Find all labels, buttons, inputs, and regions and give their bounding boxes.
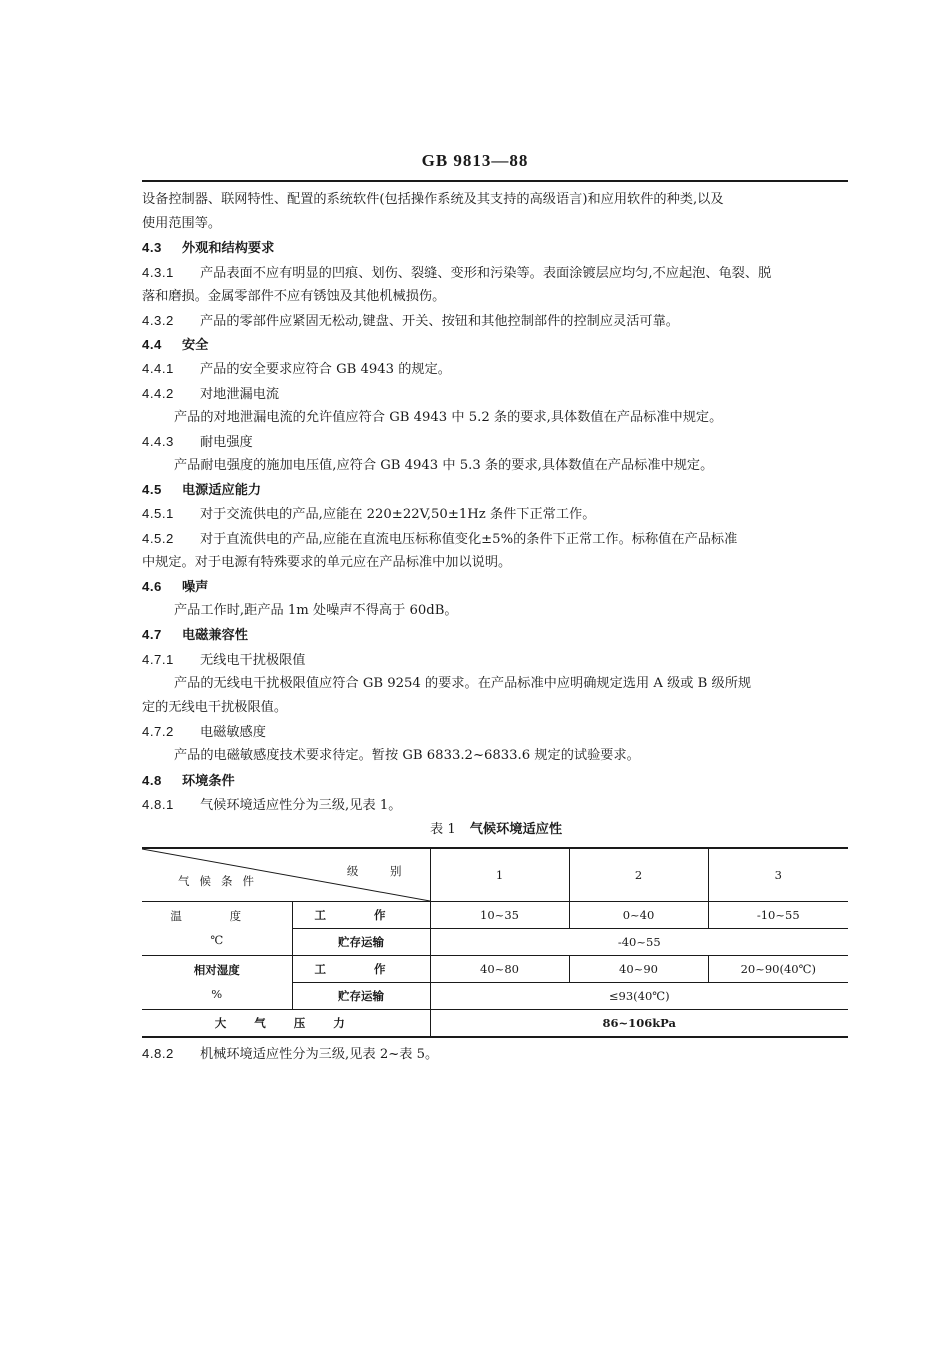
section-number: 4.3 <box>142 240 162 256</box>
climate-adaptability-table <box>142 847 848 1038</box>
table-cell: ≤93(40℃) <box>430 982 848 1009</box>
section-number: 4.8.1 <box>142 796 174 812</box>
table-cell: -10~55 <box>708 901 848 928</box>
table-row-pressure <box>142 1009 848 1037</box>
level-1-header: 1 <box>430 848 569 902</box>
temperature-unit: ℃ <box>210 933 224 948</box>
table-row-temperature-working <box>142 901 848 928</box>
section-title: 噪声 <box>182 580 209 595</box>
standard-code-header: GB 9813—88 <box>421 151 529 170</box>
section-number: 4.5.1 <box>142 506 174 522</box>
section-4-7-2-text: 产品的电磁敏感度技术要求待定。暂按 GB 6833.2~6833.6 规定的试验要求。 <box>174 748 640 764</box>
section-title: 对地泄漏电流 <box>200 386 280 402</box>
working-label: 工 作 <box>292 955 430 982</box>
section-4-6-heading <box>142 575 850 599</box>
paragraph-text: 产品表面不应有明显的凹痕、划伤、裂缝、变形和污染等。表面涂镀层应均匀,不应起泡、龟裂、脱 <box>200 265 772 281</box>
table-cell: 0~40 <box>569 901 708 928</box>
header-rule <box>142 180 848 182</box>
table-caption <box>142 817 850 843</box>
section-title: 无线电干扰极限值 <box>200 652 306 668</box>
section-4-5-heading <box>142 478 850 502</box>
table-number: 表 1 <box>429 821 456 837</box>
intro-line-2: 使用范围等。 <box>142 216 222 232</box>
section-number: 4.8 <box>142 772 162 788</box>
paragraph-text: 气候环境适应性分为三级,见表 1。 <box>200 797 402 813</box>
table-cell: -40~55 <box>430 928 848 955</box>
humidity-unit: % <box>211 987 223 1002</box>
intro-line-1: 设备控制器、联网特性、配置的系统软件(包括操作系统及其支持的高级语言)和应用软件的种类,以及 <box>142 192 724 207</box>
document-body <box>142 188 850 1066</box>
table-row-humidity-working <box>142 955 848 982</box>
section-4-8-heading <box>142 769 850 793</box>
table-cell: 10~35 <box>430 901 569 928</box>
section-number: 4.4.1 <box>142 361 174 377</box>
section-4-3-heading <box>142 236 850 260</box>
section-4-4-3-text: 产品耐电强度的施加电压值,应符合 GB 4943 中 5.3 条的要求,具体数值在产品标准中规定。 <box>174 458 714 474</box>
section-title: 环境条件 <box>182 773 235 789</box>
section-4-6-text: 产品工作时,距产品 1m 处噪声不得高于 60dB。 <box>174 603 458 619</box>
working-label: 工 作 <box>292 901 430 928</box>
section-4-3-1-line-2: 落和磨损。金属零部件不应有锈蚀及其他机械损伤。 <box>142 288 446 304</box>
paragraph-text: 对于交流供电的产品,应能在 220±22V,50±1Hz 条件下正常工作。 <box>200 507 596 523</box>
section-title: 电磁敏感度 <box>200 725 266 741</box>
section-4-5-2-line-2: 中规定。对于电源有特殊要求的单元应在产品标准中加以说明。 <box>142 554 512 570</box>
paragraph-text: 机械环境适应性分为三级,见表 2~表 5。 <box>200 1046 439 1062</box>
section-4-7-heading <box>142 623 850 647</box>
paragraph-text: 产品的零部件应紧固无松动,键盘、开关、按钮和其他控制部件的控制应灵活可靠。 <box>200 313 679 329</box>
table-cell: 40~90 <box>569 955 708 982</box>
section-number: 4.7.2 <box>142 724 174 740</box>
section-number: 4.4 <box>142 337 162 353</box>
section-4-3-1-line-1 <box>142 261 850 285</box>
section-4-8-1 <box>142 793 850 817</box>
humidity-label-cell <box>142 955 292 1009</box>
section-title: 安全 <box>182 338 209 354</box>
storage-label: 贮存运输 <box>292 982 430 1009</box>
section-title: 耐电强度 <box>200 434 253 450</box>
header-condition-label: 气候条件 <box>178 873 264 888</box>
table-cell: 20~90(40℃) <box>708 955 848 982</box>
section-4-7-1-heading <box>142 648 850 672</box>
section-title: 外观和结构要求 <box>182 241 275 257</box>
section-4-4-2-text: 产品的对地泄漏电流的允许值应符合 GB 4943 中 5.2 条的要求,具体数值在产品标准中规定。 <box>174 409 723 425</box>
section-number: 4.4.3 <box>142 433 174 449</box>
header-level-label: 级 别 <box>346 863 402 878</box>
section-4-7-1-line-1: 产品的无线电干扰极限值应符合 GB 9254 的要求。在产品标准中应明确规定选用 A 级或 B 级所规 <box>174 675 752 691</box>
temperature-label-cell <box>142 901 292 955</box>
section-number: 4.7.1 <box>142 651 174 667</box>
paragraph-text: 产品的安全要求应符合 GB 4943 的规定。 <box>200 362 451 378</box>
section-number: 4.6 <box>142 579 162 594</box>
section-4-4-3-heading <box>142 430 850 454</box>
section-4-5-2-line-1 <box>142 527 850 551</box>
section-number: 4.3.2 <box>142 312 174 328</box>
section-title: 电磁兼容性 <box>182 628 248 644</box>
pressure-label: 大 气 压 力 <box>142 1009 430 1037</box>
section-4-5-1 <box>142 502 850 526</box>
diagonal-header-cell <box>142 848 430 902</box>
level-3-header: 3 <box>708 848 848 902</box>
section-4-4-1 <box>142 357 850 381</box>
section-number: 4.5.2 <box>142 530 174 546</box>
table-title: 气候环境适应性 <box>469 821 563 837</box>
table-header-row <box>142 848 848 902</box>
section-4-3-2 <box>142 309 850 333</box>
section-4-7-2-heading <box>142 720 850 744</box>
section-number: 4.5 <box>142 482 162 498</box>
table-cell: 86~106kPa <box>430 1009 848 1037</box>
paragraph-text: 对于直流供电的产品,应能在直流电压标称值变化±5%的条件下正常工作。标称值在产品标准 <box>200 531 738 547</box>
section-4-8-2 <box>142 1042 850 1066</box>
level-2-header: 2 <box>569 848 708 902</box>
section-number: 4.3.1 <box>142 264 174 280</box>
section-number: 4.4.2 <box>142 385 174 401</box>
section-number: 4.7 <box>142 627 162 643</box>
humidity-label: 相对湿度 <box>193 963 240 978</box>
section-4-7-1-line-2: 定的无线电干扰极限值。 <box>142 699 288 715</box>
table-cell: 40~80 <box>430 955 569 982</box>
temperature-label: 温 度 <box>170 909 264 924</box>
section-title: 电源适应能力 <box>182 483 262 499</box>
storage-label: 贮存运输 <box>292 928 430 955</box>
section-number: 4.8.2 <box>142 1045 174 1061</box>
section-4-4-heading <box>142 333 850 357</box>
section-4-4-2-heading <box>142 382 850 406</box>
